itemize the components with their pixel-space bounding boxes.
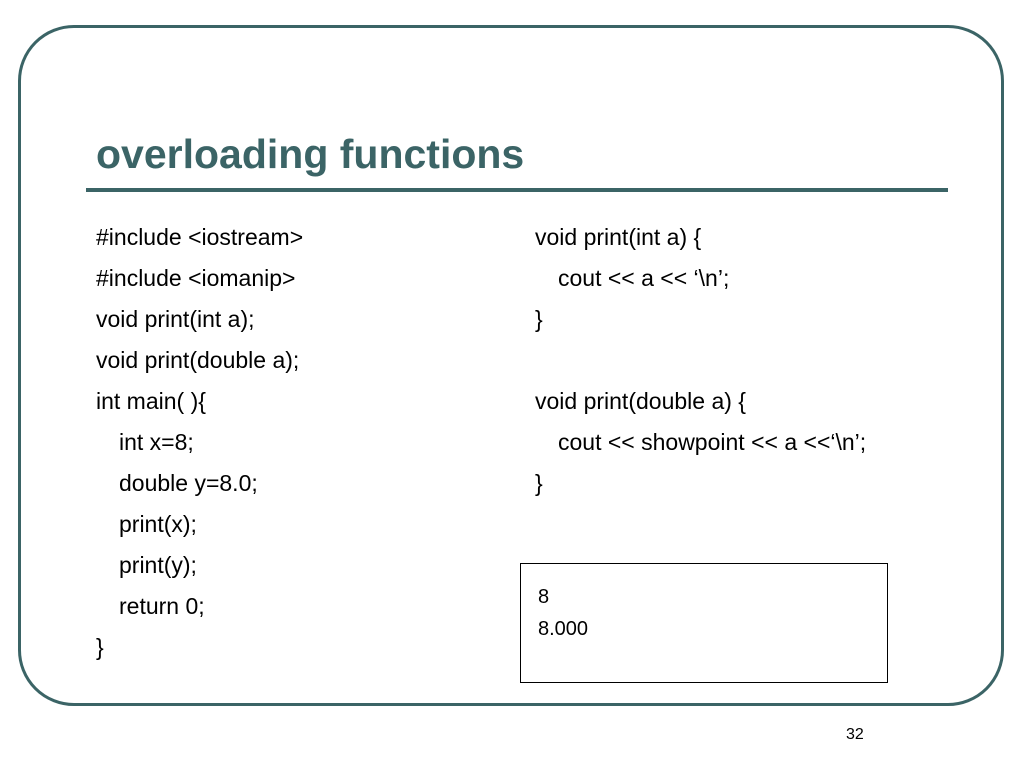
code-line: void print(double a) {: [535, 388, 746, 414]
code-line: void print(double a);: [96, 347, 300, 373]
code-line: return 0;: [119, 593, 205, 619]
title-underline: [86, 188, 948, 192]
code-line: cout << a << ‘\n’;: [558, 265, 730, 291]
page-number: 32: [846, 726, 864, 743]
output-line: 8.000: [538, 618, 589, 640]
code-line: int x=8;: [119, 429, 194, 455]
code-line: }: [535, 306, 543, 332]
code-line: int main( ){: [96, 388, 206, 414]
right-code-block: [535, 217, 866, 504]
left-code-block: [96, 217, 303, 668]
code-line: #include <iomanip>: [96, 265, 296, 291]
code-line: #include <iostream>: [96, 224, 304, 250]
blank-line: [535, 340, 866, 381]
code-line: double y=8.0;: [119, 470, 258, 496]
code-line: cout << showpoint << a <<‘\n’;: [558, 429, 867, 455]
slide-title: overloading functions: [96, 131, 525, 177]
program-output-box: [520, 563, 888, 683]
code-line: print(y);: [119, 552, 197, 578]
code-line: print(x);: [119, 511, 197, 537]
code-line: }: [535, 470, 543, 496]
output-line: 8: [538, 586, 550, 608]
code-line: void print(int a) {: [535, 224, 702, 250]
code-line: }: [96, 634, 104, 660]
code-line: void print(int a);: [96, 306, 255, 332]
